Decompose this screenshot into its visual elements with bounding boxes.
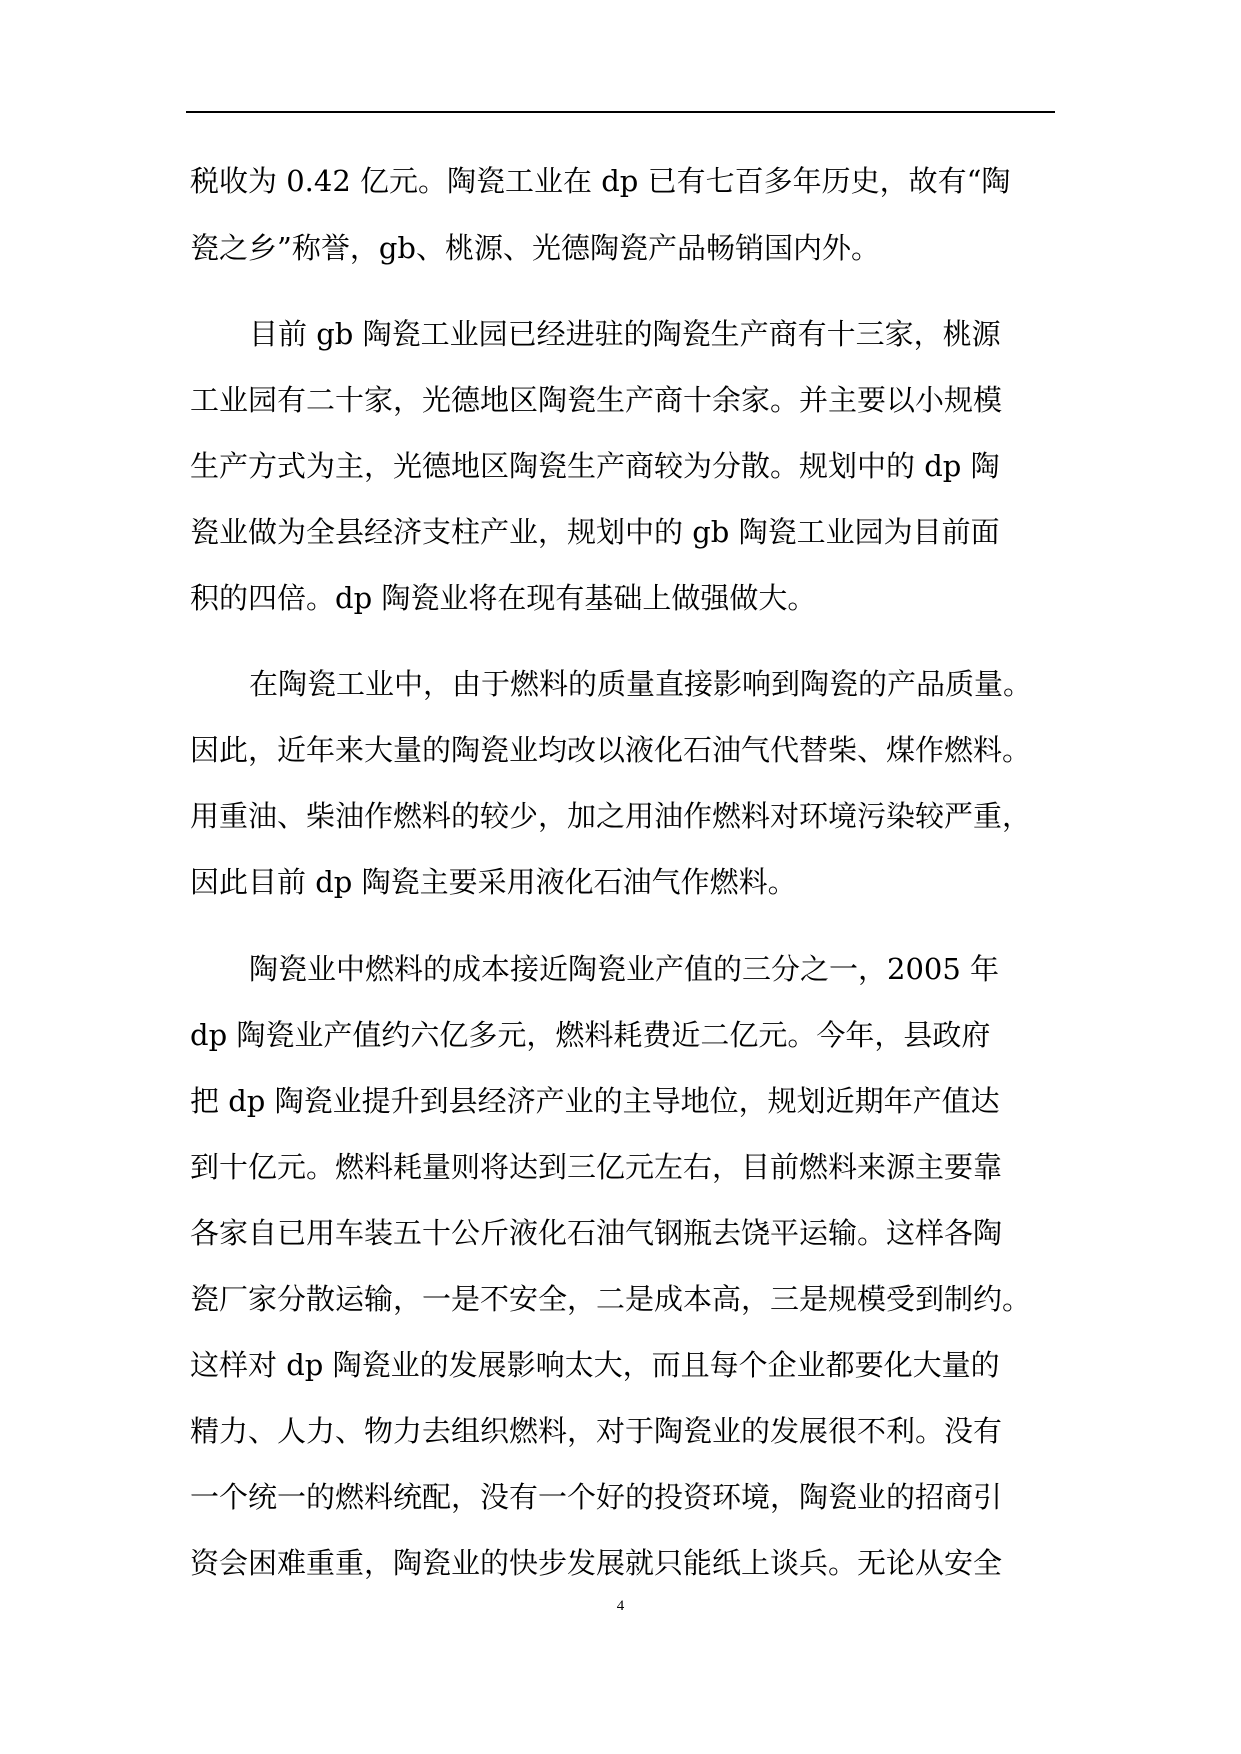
paragraph-line: 到十亿元。燃料耗量则将达到三亿元左右，目前燃料来源主要靠 xyxy=(190,1150,1003,1184)
paragraph-line: 因此目前 dp 陶瓷主要采用液化石油气作燃料。 xyxy=(190,865,797,899)
paragraph-line: 资会困难重重，陶瓷业的快步发展就只能纸上谈兵。无论从安全 xyxy=(190,1546,1003,1580)
paragraph-line: 瓷业做为全县经济支柱产业，规划中的 gb 陶瓷工业园为目前面 xyxy=(190,515,1000,549)
paragraph-line: 把 dp 陶瓷业提升到县经济产业的主导地位，规划近期年产值达 xyxy=(190,1084,1000,1118)
page-number: 4 xyxy=(616,1598,625,1614)
paragraph-line: 税收为 0.42 亿元。陶瓷工业在 dp 已有七百多年历史，故有“陶 xyxy=(190,164,1011,198)
paragraph-line: 目前 gb 陶瓷工业园已经进驻的陶瓷生产商有十三家，桃源 xyxy=(249,317,1001,351)
paragraph-line: 用重油、柴油作燃料的较少，加之用油作燃料对环境污染较严重， xyxy=(190,799,1032,833)
paragraph-line: 一个统一的燃料统配，没有一个好的投资环境，陶瓷业的招商引 xyxy=(190,1480,1003,1514)
paragraph-line: 积的四倍。dp 陶瓷业将在现有基础上做强做大。 xyxy=(190,581,817,615)
paragraph-line: 在陶瓷工业中，由于燃料的质量直接影响到陶瓷的产品质量。 xyxy=(249,667,1033,701)
paragraph-line: 工业园有二十家，光德地区陶瓷生产商十余家。并主要以小规模 xyxy=(190,383,1003,417)
paragraph-line: dp 陶瓷业产值约六亿多元，燃料耗费近二亿元。今年，县政府 xyxy=(190,1018,991,1052)
paragraph-line: 瓷之乡”称誉，gb、桃源、光德陶瓷产品畅销国内外。 xyxy=(190,231,880,265)
paragraph-line: 陶瓷业中燃料的成本接近陶瓷业产值的三分之一，2005 年 xyxy=(249,952,1000,986)
paragraph-line: 各家自已用车装五十公斤液化石油气钢瓶去饶平运输。这样各陶 xyxy=(190,1216,1003,1250)
header-rule xyxy=(186,111,1055,113)
paragraph-line: 瓷厂家分散运输，一是不安全，二是成本高，三是规模受到制约。 xyxy=(190,1282,1032,1316)
paragraph-line: 精力、人力、物力去组织燃料，对于陶瓷业的发展很不利。没有 xyxy=(190,1414,1003,1448)
paragraph-line: 生产方式为主，光德地区陶瓷生产商较为分散。规划中的 dp 陶 xyxy=(190,449,1000,483)
paragraph-line: 这样对 dp 陶瓷业的发展影响太大，而且每个企业都要化大量的 xyxy=(190,1348,1000,1382)
paragraph-line: 因此，近年来大量的陶瓷业均改以液化石油气代替柴、煤作燃料。 xyxy=(190,733,1032,767)
